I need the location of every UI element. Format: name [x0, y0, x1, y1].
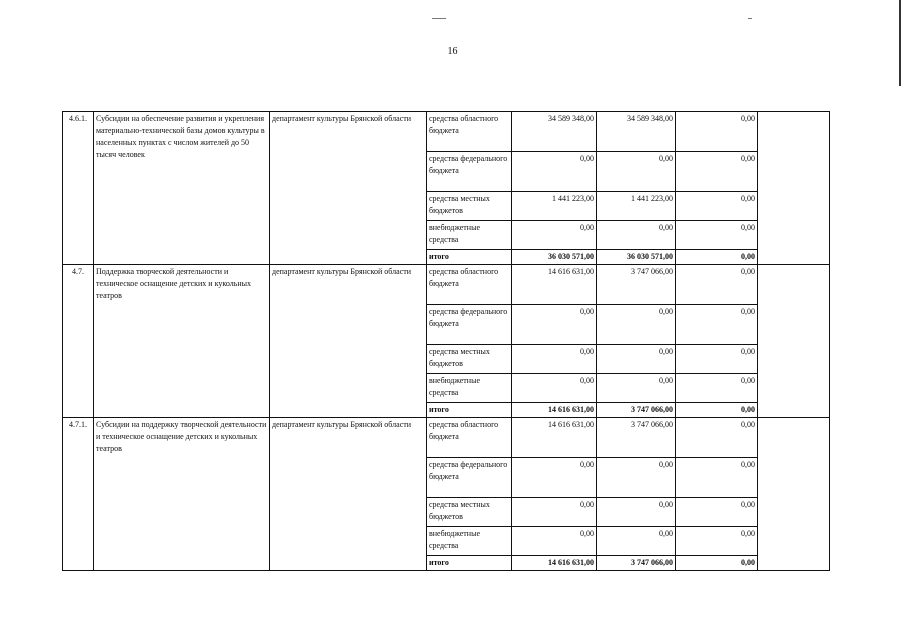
amount-2: 0,00: [597, 152, 676, 192]
amount-1: 14 616 631,00: [512, 418, 597, 458]
funding-source: средства федерального бюджета: [427, 152, 512, 192]
amount-1: 0,00: [512, 345, 597, 374]
table-body: [63, 112, 830, 571]
funding-source: средства местных бюджетов: [427, 498, 512, 527]
funding-source: средства местных бюджетов: [427, 192, 512, 221]
amount-3: 0,00: [676, 192, 758, 221]
amount-1: 0,00: [512, 498, 597, 527]
total-amount-3: 0,00: [676, 403, 758, 418]
amount-3: 0,00: [676, 152, 758, 192]
total-label: итого: [427, 556, 512, 571]
amount-3: 0,00: [676, 265, 758, 305]
item-executor: департамент культуры Брянской области: [270, 418, 427, 571]
item-name: Субсидии на поддержку творческой деятельности и техническое оснащение детских и кукольных театров: [94, 418, 270, 571]
funding-source: средства местных бюджетов: [427, 345, 512, 374]
amount-1: 0,00: [512, 305, 597, 345]
amount-1: 0,00: [512, 527, 597, 556]
scan-mark: [748, 18, 752, 19]
item-executor: департамент культуры Брянской области: [270, 265, 427, 418]
amount-3: 0,00: [676, 527, 758, 556]
table-row: [63, 418, 830, 458]
page-edge-mark: [899, 0, 901, 86]
amount-3: 0,00: [676, 112, 758, 152]
funding-source: внебюджетные средства: [427, 527, 512, 556]
amount-2: 0,00: [597, 221, 676, 250]
total-amount-2: 36 030 571,00: [597, 250, 676, 265]
total-label: итого: [427, 403, 512, 418]
amount-2: 0,00: [597, 458, 676, 498]
empty-cell: [758, 112, 830, 265]
total-amount-2: 3 747 066,00: [597, 403, 676, 418]
amount-2: 0,00: [597, 305, 676, 345]
amount-2: 1 441 223,00: [597, 192, 676, 221]
amount-2: 0,00: [597, 527, 676, 556]
empty-cell: [758, 265, 830, 418]
amount-1: 0,00: [512, 152, 597, 192]
amount-1: 0,00: [512, 458, 597, 498]
table-row: [63, 265, 830, 305]
amount-3: 0,00: [676, 221, 758, 250]
amount-3: 0,00: [676, 345, 758, 374]
funding-source: внебюджетные средства: [427, 221, 512, 250]
amount-3: 0,00: [676, 418, 758, 458]
item-name: Поддержка творческой деятельности и техническое оснащение детских и кукольных театров: [94, 265, 270, 418]
amount-3: 0,00: [676, 305, 758, 345]
total-amount-1: 14 616 631,00: [512, 403, 597, 418]
amount-1: 1 441 223,00: [512, 192, 597, 221]
amount-2: 3 747 066,00: [597, 265, 676, 305]
item-number: 4.7.: [63, 265, 94, 418]
budget-table: [62, 111, 830, 571]
funding-source: внебюджетные средства: [427, 374, 512, 403]
scan-mark: [432, 18, 446, 19]
total-label: итого: [427, 250, 512, 265]
total-amount-1: 14 616 631,00: [512, 556, 597, 571]
amount-1: 14 616 631,00: [512, 265, 597, 305]
page-number: 16: [447, 46, 458, 57]
amount-3: 0,00: [676, 458, 758, 498]
amount-2: 0,00: [597, 498, 676, 527]
amount-2: 3 747 066,00: [597, 418, 676, 458]
amount-2: 0,00: [597, 345, 676, 374]
funding-source: средства областного бюджета: [427, 112, 512, 152]
total-amount-3: 0,00: [676, 250, 758, 265]
amount-3: 0,00: [676, 374, 758, 403]
amount-3: 0,00: [676, 498, 758, 527]
amount-1: 0,00: [512, 374, 597, 403]
amount-2: 0,00: [597, 374, 676, 403]
funding-source: средства областного бюджета: [427, 265, 512, 305]
total-amount-1: 36 030 571,00: [512, 250, 597, 265]
item-number: 4.6.1.: [63, 112, 94, 265]
table-row: [63, 112, 830, 152]
amount-1: 0,00: [512, 221, 597, 250]
funding-source: средства федерального бюджета: [427, 458, 512, 498]
empty-cell: [758, 418, 830, 571]
item-executor: департамент культуры Брянской области: [270, 112, 427, 265]
total-amount-2: 3 747 066,00: [597, 556, 676, 571]
item-name: Субсидии на обеспечение развития и укрепления материально-технической базы домов культуры в населенных пунктах с числом жителей до 50 тысяч человек: [94, 112, 270, 265]
item-number: 4.7.1.: [63, 418, 94, 571]
amount-1: 34 589 348,00: [512, 112, 597, 152]
total-amount-3: 0,00: [676, 556, 758, 571]
funding-source: средства областного бюджета: [427, 418, 512, 458]
amount-2: 34 589 348,00: [597, 112, 676, 152]
funding-source: средства федерального бюджета: [427, 305, 512, 345]
